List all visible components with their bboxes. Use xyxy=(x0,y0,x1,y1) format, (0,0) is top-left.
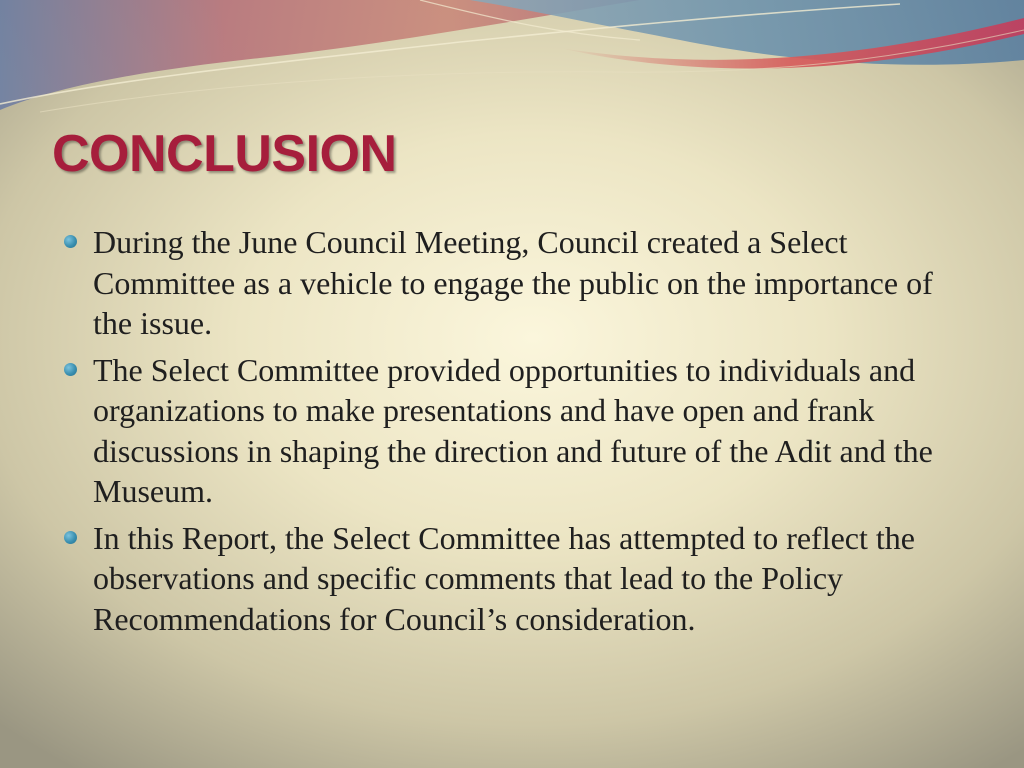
bullet-item xyxy=(62,518,962,640)
bullet-list xyxy=(62,222,962,645)
bullet-item xyxy=(62,350,962,512)
bullet-text: In this Report, the Select Committee has attempted to reflect the observations and specific comments that lead to the Policy Recommendations for Council’s consideration. xyxy=(93,519,915,637)
bullet-icon xyxy=(64,235,77,248)
bullet-icon xyxy=(64,363,77,376)
bullet-text: The Select Committee provided opportunities to individuals and organizations to make presentations and have open and frank discussions in shaping the direction and future of the Adit and the Museum. xyxy=(93,351,933,509)
bullet-item xyxy=(62,222,962,344)
slide-title: CONCLUSION xyxy=(52,125,397,183)
decorative-wave-band xyxy=(0,0,1024,130)
bullet-icon xyxy=(64,531,77,544)
bullet-text: During the June Council Meeting, Council created a Select Committee as a vehicle to engage the public on the importance of the issue. xyxy=(93,224,933,341)
